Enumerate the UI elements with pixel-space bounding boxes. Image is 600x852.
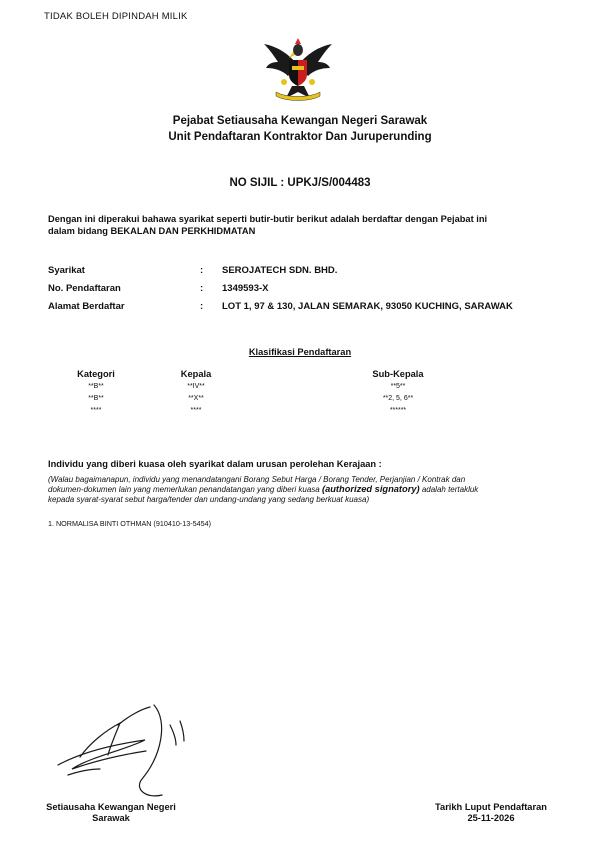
address-label: Alamat Berdaftar: [48, 301, 125, 312]
registration-value: 1349593-X: [222, 283, 269, 294]
note-line-2a: dokumen-dokumen lain yang memerlukan penandatangan yang diberi kuasa: [48, 484, 322, 494]
signatory-title: [40, 802, 182, 823]
address-value: LOT 1, 97 & 130, JALAN SEMARAK, 93050 KUCHING, SARAWAK: [222, 301, 513, 312]
cell-sub-kepala: **2, 5, 6**: [382, 395, 414, 402]
office-name: Pejabat Setiausaha Kewangan Negeri Sarawak: [172, 115, 428, 127]
certificate-number: NO SIJIL : UPKJ/S/004483: [229, 177, 371, 189]
company-value: SEROJATECH SDN. BHD.: [222, 265, 338, 276]
expiry-date-block: [426, 802, 556, 823]
note-line-3: kepada syarat-syarat sebut harga/tender dan undang-undang yang sedang berkuat kuasa): [48, 494, 370, 504]
classification-title: [0, 347, 600, 357]
separator: :: [200, 283, 204, 294]
statement-line-2: dalam bidang BEKALAN DAN PERKHIDMATAN: [48, 225, 256, 236]
statement-line-1: Dengan ini diperakui bahawa syarikat seperti butir-butir berikut adalah berdaftar dengan Pejabat ini: [48, 214, 488, 224]
registration-label: No. Pendaftaran: [48, 283, 121, 294]
certification-statement: [48, 214, 558, 237]
cell-kepala: **IV**: [187, 383, 205, 390]
authorization-note: [48, 475, 553, 504]
cell-kepala: **X**: [188, 395, 204, 402]
note-line-2: [48, 485, 553, 495]
non-transferable-notice: TIDAK BOLEH DIPINDAH MILIK: [44, 11, 188, 22]
cell-kategori: **B**: [88, 395, 104, 402]
separator: :: [200, 301, 204, 312]
expiry-label: Tarikh Luput Pendaftaran: [435, 802, 547, 812]
note-line-2b: adalah tertakluk: [419, 484, 479, 494]
signatory-line-1: Setiausaha Kewangan Negeri: [46, 802, 176, 812]
note-line-1: (Walau bagaimanapun, individu yang menandatangani Borang Sebut Harga / Borang Tender, Perjanjian / Kontrak dan: [48, 475, 466, 484]
unit-name: Unit Pendaftaran Kontraktor Dan Juruperunding: [168, 131, 432, 143]
expiry-date: 25-11-2026: [467, 812, 515, 823]
header-kepala: Kepala: [180, 369, 212, 379]
cell-sub-kepala: **5**: [390, 383, 406, 390]
separator: :: [200, 265, 204, 276]
authorized-person: 1. NORMALISA BINTI OTHMAN (910410-13-5454): [48, 519, 211, 528]
authorized-individuals-title: Individu yang diberi kuasa oleh syarikat dalam urusan perolehan Kerajaan :: [48, 459, 382, 469]
coat-of-arms-emblem: [262, 36, 334, 104]
header-sub-kepala: Sub-Kepala: [372, 369, 424, 379]
classification-title-text: Klasifikasi Pendaftaran: [248, 347, 352, 357]
signatory-line-2: Sarawak: [92, 812, 130, 823]
handwritten-signature: [50, 695, 210, 807]
header-kategori: Kategori: [77, 369, 115, 379]
company-label: Syarikat: [48, 265, 85, 276]
cell-kepala: ****: [190, 407, 202, 414]
cell-kategori: **B**: [88, 383, 104, 390]
cell-sub-kepala: ******: [389, 407, 407, 414]
cell-kategori: ****: [90, 407, 102, 414]
note-bold-term: (authorized signatory): [321, 483, 420, 494]
